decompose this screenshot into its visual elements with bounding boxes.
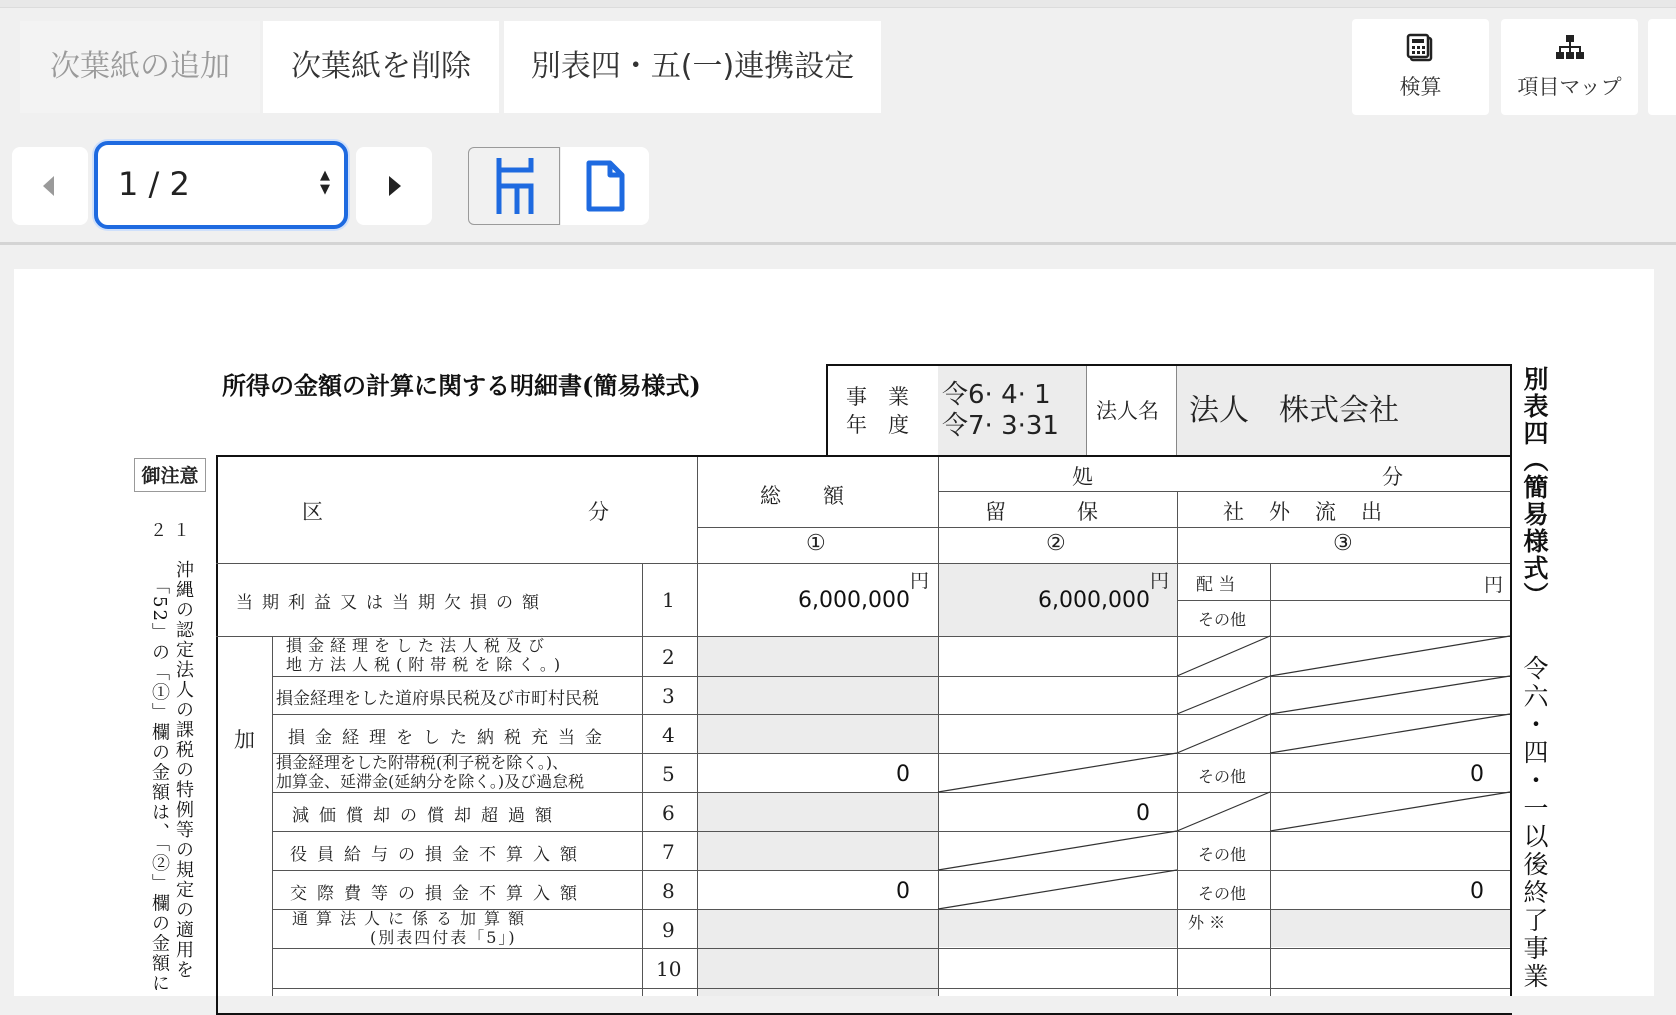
row4-no: 4 — [662, 723, 675, 747]
notice-text-2: 「52」の「①」欄の金額は、「②」欄の金額に — [149, 576, 170, 994]
row6-no: 6 — [662, 801, 675, 825]
col-ryuho: 留 保 — [985, 500, 1100, 524]
row1-total[interactable]: 6,000,000 — [798, 588, 910, 613]
row8-no: 8 — [662, 879, 675, 903]
row5-label: 損金経理をした附帯税(利子税を除く。)、 加算金、延滞金(延納分を除く。)及び過怠税 — [276, 753, 585, 791]
yen-unit: 円 — [910, 570, 930, 592]
row7-label: 役員給与の損金不算入額 — [290, 845, 587, 865]
row3-label: 損金経理をした道府県民税及び市町村民税 — [276, 689, 599, 709]
row2-label: 損金経理をした法人税及び 地方法人税(附帯税を除く。) — [286, 636, 567, 674]
sonota-label: その他 — [1198, 767, 1247, 786]
sonota-label: その他 — [1198, 884, 1247, 903]
period-label: 事 業 年 度 — [846, 385, 909, 437]
corp-name-label: 法人名 — [1096, 399, 1159, 423]
row9-label: 通算法人に係る加算額 (別表四付表「5」) — [292, 909, 533, 947]
notice-text-1: 沖縄の認定法人の課税の特例等の規定の適用を — [173, 560, 194, 980]
row1-label: 当期利益又は当期欠損の額 — [236, 593, 548, 613]
row8-shagai[interactable]: 0 — [1470, 879, 1484, 904]
link-settings-button[interactable]: 別表四・五(一)連携設定 — [504, 21, 881, 113]
row2-no: 2 — [662, 645, 675, 669]
row9-no: 9 — [662, 918, 675, 942]
col-no-2: ② — [1046, 531, 1066, 556]
corp-name-value[interactable]: 法人 株式会社 — [1177, 366, 1510, 455]
notice-label: 御注意 — [134, 458, 206, 492]
delete-sheet-button[interactable]: 次葉紙を削除 — [263, 21, 499, 113]
item-map-label: 項目マップ — [1517, 75, 1622, 99]
row8-total[interactable]: 0 — [896, 879, 910, 904]
yen-unit: 円 — [1150, 570, 1170, 592]
row8-label: 交際費等の損金不算入額 — [290, 884, 587, 904]
verify-label: 検算 — [1399, 75, 1442, 99]
haito-label: 配 当 — [1196, 575, 1236, 595]
row7-no: 7 — [662, 840, 675, 864]
kasan-label: 加 — [234, 728, 255, 752]
side-form-title: 別表四（簡易様式） — [1520, 366, 1549, 609]
row6-label: 減価償却の償却超過額 — [292, 806, 562, 826]
sonota-label: その他 — [1198, 610, 1247, 629]
row4-label: 損金経理をした納税充当金 — [288, 728, 612, 748]
col-total: 総 額 — [760, 484, 844, 508]
sonota-label: その他 — [1198, 845, 1247, 864]
row6-ryuho[interactable]: 0 — [1136, 801, 1150, 826]
col-no-3: ③ — [1333, 531, 1353, 556]
page-select-value: 1 / 2 — [118, 165, 190, 203]
col-no-1: ① — [806, 531, 826, 556]
notice-number: ２１ — [150, 521, 196, 541]
col-shagai: 社 外 流 出 — [1223, 500, 1384, 524]
form-title: 所得の金額の計算に関する明細書(簡易様式) — [222, 371, 701, 400]
row1-ryuho[interactable]: 6,000,000 — [1038, 588, 1150, 613]
row5-shagai[interactable]: 0 — [1470, 762, 1484, 787]
period-from: 令6· 4· 1 — [942, 380, 1051, 410]
row5-total[interactable]: 0 — [896, 762, 910, 787]
col-kubun: 区 — [302, 500, 329, 524]
chevron-updown-icon: ▲ ▼ — [320, 168, 330, 197]
gai-label: 外 ※ — [1188, 913, 1226, 932]
col-bun: 分 — [588, 500, 615, 524]
row3-no: 3 — [662, 684, 675, 708]
row1-no: 1 — [662, 588, 675, 612]
col-shobun: 処 — [1072, 465, 1093, 489]
row10-no: 10 — [656, 957, 682, 981]
row5-no: 5 — [662, 762, 675, 786]
side-applicable-note: 令六・四・一以後終了事業 — [1520, 655, 1549, 991]
yen-unit: 円 — [1484, 574, 1504, 596]
add-sheet-button[interactable]: 次葉紙の追加 — [20, 21, 260, 113]
col-shobun-2: 分 — [1382, 465, 1403, 489]
period-to: 令7· 3·31 — [942, 411, 1059, 441]
